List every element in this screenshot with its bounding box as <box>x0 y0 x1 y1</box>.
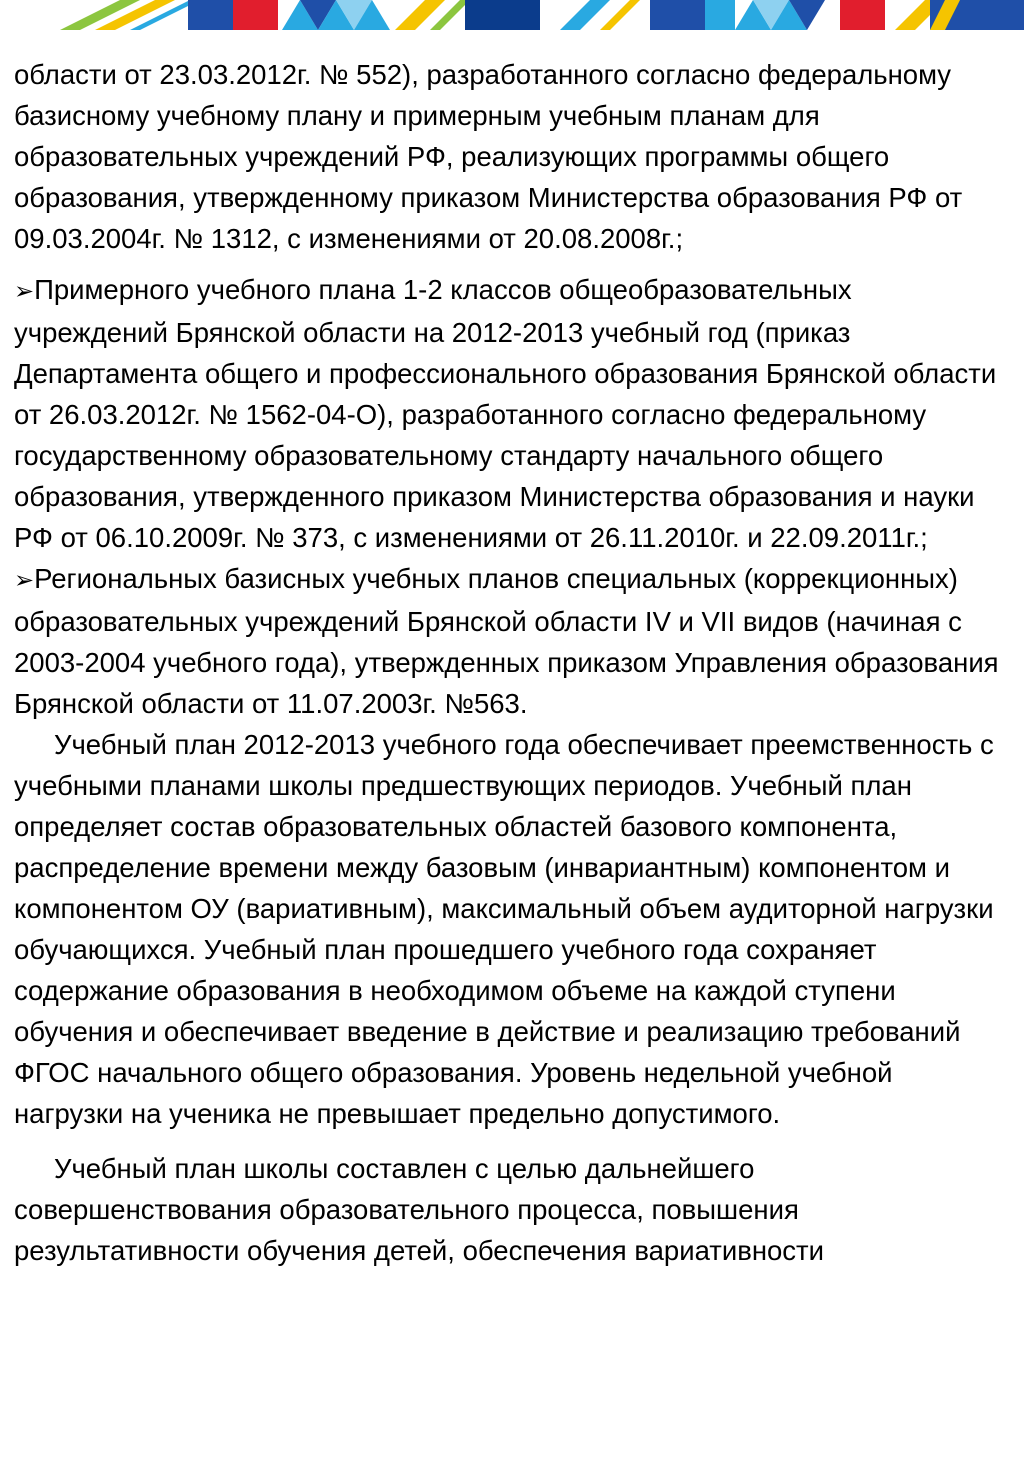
bullet-text: Примерного учебного плана 1-2 классов общеобразовательных учреждений Брянской области на 2012-2013 учебный год (приказ Департамента общего и профессионального образования Брянской области от 26.03.2012г. № 1562-04-О), разработанного согласно федеральному государственному образовательному стандарту начального общего образования, утвержденного приказом Министерства образования и науки РФ от 06.10.2009г. № 373, с изменениями от 26.11.2010г. и 22.09.2011г.; <box>14 274 997 553</box>
paragraph-plan-purpose: Учебный план школы составлен с целью дальнейшего совершенствования образовательного процесса, повышения результативности обучения детей, обеспечения вариативности <box>14 1153 825 1266</box>
paragraph-plan-continuity: Учебный план 2012-2013 учебного года обеспечивает преемственность с учебными планами школы предшествующих периодов. Учебный план определяет состав образовательных областей базового компонента, распределение времени между базовым (инвариантным) компонентом и компонентом ОУ (вариативным), максимальный объем аудиторной нагрузки обучающихся. Учебный план прошедшего учебного года сохраняет содержание образования в необходимом объеме на каждой ступени обучения и обеспечивает введение в действие и реализацию требований ФГОС начального общего образования. Уровень недельной учебной нагрузки на ученика не превышает предельно допустимого. <box>14 729 994 1129</box>
banner-blue-block <box>650 0 705 30</box>
paragraph-continuation: области от 23.03.2012г. № 552), разработанного согласно федеральному базисному учебному плану и примерным учебным планам для образовательных учреждений РФ, реализующих программы общего образования, утвержденному приказом Министерства образования РФ от 09.03.2004г. № 1312, с изменениями от 20.08.2008г.; <box>14 59 963 254</box>
banner-red-block <box>233 0 278 30</box>
banner-cyan-block <box>705 0 735 30</box>
banner-navy-block <box>465 0 540 30</box>
arrow-bullet-icon: ➢ <box>14 566 35 594</box>
document-body <box>14 54 1004 1271</box>
bullet-item-regional-plans <box>14 558 1004 724</box>
bullet-item-example-plan <box>14 269 1004 558</box>
bullet-text: Региональных базисных учебных планов специальных (коррекционных) образовательных учреждений Брянской области IV и VII видов (начиная с 2003-2004 учебного года), утвержденных приказом Управления образования Брянской области от 11.07.2003г. №563. <box>14 563 999 719</box>
banner-red-block <box>840 0 885 30</box>
banner-blue-block <box>188 0 233 30</box>
decorative-header-banner <box>0 0 1024 30</box>
arrow-bullet-icon: ➢ <box>14 277 35 305</box>
